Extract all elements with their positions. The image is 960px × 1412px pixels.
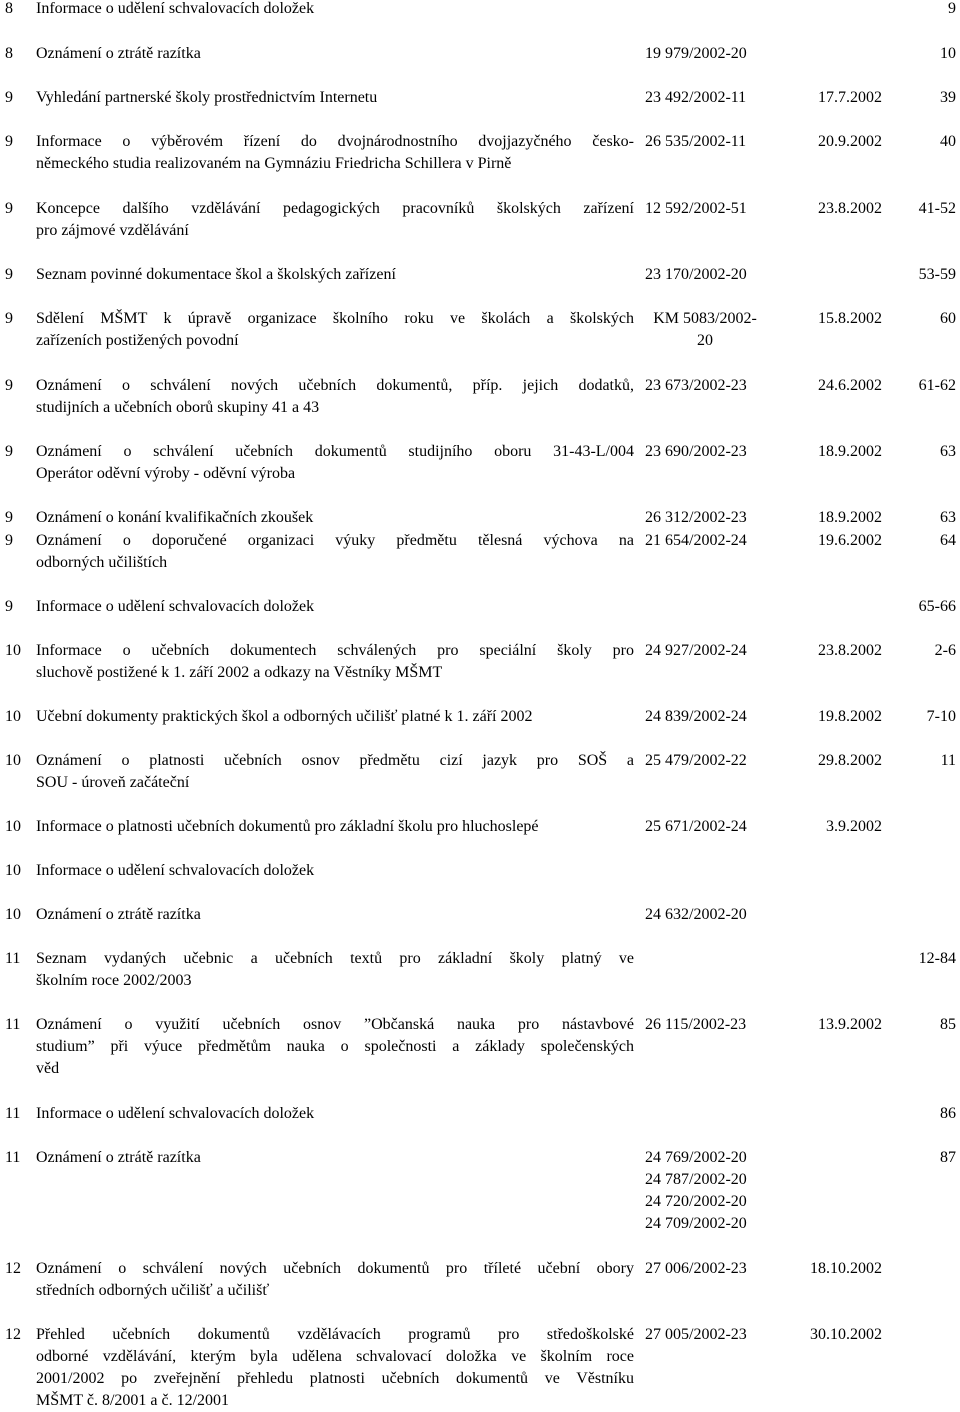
title-line: Operátor oděvní výroby - oděvní výroba xyxy=(36,465,296,482)
title-line: Koncepce dalšího vzdělávání pedagogických pracovníků školských zařízení xyxy=(36,200,634,217)
title-line: SOU - úroveň začáteční xyxy=(36,774,190,791)
title-line: Informace o udělení schvalovacích doložek xyxy=(36,598,315,615)
reference-number xyxy=(645,308,765,352)
title-line: Informace o platnosti učebních dokumentů pro základní školu pro hluchoslepé xyxy=(36,818,539,835)
reference-line: 25 479/2002-22 xyxy=(645,752,747,769)
title-line: německého studia realizovaném na Gymnáziu Friedricha Schillera v Pirně xyxy=(36,155,512,172)
reference-number xyxy=(645,640,785,662)
entry-date: 29.8.2002 xyxy=(818,752,882,769)
entry-title xyxy=(36,860,634,882)
title-line: odborné vzdělávání, kterým byla udělena schvalovací doložka ve školním roce xyxy=(36,1348,634,1365)
reference-line: 20 xyxy=(697,332,713,349)
reference-line: 21 654/2002-24 xyxy=(645,532,747,549)
reference-line: 23 690/2002-23 xyxy=(645,443,747,460)
title-line: Oznámení o využití učebních osnov ”Občanská nauka pro nástavbové xyxy=(36,1016,634,1033)
title-line: Informace o udělení schvalovacích doložek xyxy=(36,862,315,879)
reference-line: 26 535/2002-11 xyxy=(645,133,747,150)
title-line: věd xyxy=(36,1060,60,1077)
title-line: Sdělení MŠMT k úpravě organizace školního roku ve školách a školských xyxy=(36,310,634,327)
title-line: Informace o udělení schvalovacích doložek xyxy=(36,0,315,17)
reference-line: 12 592/2002-51 xyxy=(645,200,747,217)
entry-title xyxy=(36,198,634,242)
entry-date: 20.9.2002 xyxy=(818,133,882,150)
issue-number: 9 xyxy=(5,266,13,283)
title-line: studium” při výuce předmětům nauka o společnosti a základy společenských xyxy=(36,1038,634,1055)
title-line: Informace o výběrovém řízení do dvojnárodnostního dvojjazyčného česko- xyxy=(36,133,634,150)
reference-number xyxy=(645,706,785,728)
reference-number xyxy=(645,198,785,220)
title-line: Informace o udělení schvalovacích doložek xyxy=(36,1105,315,1122)
entry-date: 23.8.2002 xyxy=(818,200,882,217)
reference-number xyxy=(645,1324,785,1346)
title-line: Oznámení o ztrátě razítka xyxy=(36,906,201,923)
entry-date: 18.10.2002 xyxy=(810,1260,882,1277)
entry-title xyxy=(36,904,634,926)
entry-title xyxy=(36,816,634,838)
entry-title xyxy=(36,948,634,992)
reference-line: 23 170/2002-20 xyxy=(645,266,747,283)
entry-title xyxy=(36,640,634,684)
reference-line: 19 979/2002-20 xyxy=(645,45,747,62)
title-line: zařízeních postižených povodní xyxy=(36,332,239,349)
title-line: školním roce 2002/2003 xyxy=(36,972,192,989)
entry-title xyxy=(36,1147,634,1169)
page-number: 64 xyxy=(940,532,956,549)
entry-title xyxy=(36,1103,634,1125)
title-line: Oznámení o konání kvalifikačních zkoušek xyxy=(36,509,314,526)
issue-number: 11 xyxy=(5,1149,21,1166)
issue-number: 8 xyxy=(5,45,13,62)
reference-line: 26 115/2002-23 xyxy=(645,1016,747,1033)
reference-line: 24 927/2002-24 xyxy=(645,642,747,659)
entry-date: 18.9.2002 xyxy=(818,509,882,526)
reference-line: 24 632/2002-20 xyxy=(645,906,747,923)
entry-date: 3.9.2002 xyxy=(826,818,882,835)
page-number: 85 xyxy=(940,1016,956,1033)
reference-number xyxy=(645,87,785,109)
issue-number: 9 xyxy=(5,200,13,217)
entry-title xyxy=(36,1014,634,1080)
issue-number: 10 xyxy=(5,642,21,659)
title-line: Přehled učebních dokumentů vzdělávacích programů pro středoškolské xyxy=(36,1326,634,1343)
reference-line: 23 673/2002-23 xyxy=(645,377,747,394)
title-line: Seznam vydaných učebnic a učebních textů pro základní školy platný ve xyxy=(36,950,634,967)
issue-number: 10 xyxy=(5,862,21,879)
issue-number: 10 xyxy=(5,818,21,835)
page-number: 63 xyxy=(940,443,956,460)
issue-number: 12 xyxy=(5,1260,21,1277)
issue-number: 12 xyxy=(5,1326,21,1343)
issue-number: 9 xyxy=(5,509,13,526)
entry-title xyxy=(36,507,634,529)
issue-number: 9 xyxy=(5,377,13,394)
page-number: 10 xyxy=(940,45,956,62)
page-number: 63 xyxy=(940,509,956,526)
reference-line: 27 006/2002-23 xyxy=(645,1260,747,1277)
page-number: 41-52 xyxy=(918,200,956,217)
reference-line: 27 005/2002-23 xyxy=(645,1326,747,1343)
reference-number xyxy=(645,816,785,838)
reference-number xyxy=(645,264,785,286)
title-line: MŠMT č. 8/2001 a č. 12/2001 xyxy=(36,1392,230,1409)
page-number: 40 xyxy=(940,133,956,150)
issue-number: 9 xyxy=(5,532,13,549)
entry-title xyxy=(36,0,634,20)
title-line: studijních a učebních oborů skupiny 41 a 43 xyxy=(36,399,320,416)
reference-line: 24 769/2002-20 xyxy=(645,1149,747,1166)
page-number: 2-6 xyxy=(934,642,956,659)
reference-number xyxy=(645,1258,785,1280)
reference-line: KM 5083/2002- xyxy=(653,310,757,327)
issue-number: 9 xyxy=(5,443,13,460)
entry-title xyxy=(36,131,634,175)
reference-number xyxy=(645,530,785,552)
title-line: Oznámení o schválení učebních dokumentů studijního oboru 31-43-L/004 xyxy=(36,443,634,460)
entry-title xyxy=(36,750,634,794)
issue-number: 9 xyxy=(5,310,13,327)
reference-line: 24 787/2002-20 xyxy=(645,1171,747,1188)
page-number: 86 xyxy=(940,1105,956,1122)
page-number: 7-10 xyxy=(926,708,956,725)
page-number: 11 xyxy=(940,752,956,769)
issue-number: 9 xyxy=(5,598,13,615)
title-line: Informace o učebních dokumentech schválených pro speciální školy pro xyxy=(36,642,634,659)
reference-number xyxy=(645,43,785,65)
issue-number: 11 xyxy=(5,950,21,967)
reference-line: 24 720/2002-20 xyxy=(645,1193,747,1210)
title-line: Oznámení o ztrátě razítka xyxy=(36,45,201,62)
entry-date: 15.8.2002 xyxy=(818,310,882,327)
entry-date: 19.6.2002 xyxy=(818,532,882,549)
title-line: Oznámení o schválení nových učebních dokumentů pro tříleté učební obory xyxy=(36,1260,634,1277)
reference-line: 25 671/2002-24 xyxy=(645,818,747,835)
issue-number: 11 xyxy=(5,1016,21,1033)
entry-title xyxy=(36,43,634,65)
entry-title xyxy=(36,596,634,618)
page-number: 65-66 xyxy=(918,598,956,615)
issue-number: 10 xyxy=(5,906,21,923)
reference-number xyxy=(645,441,785,463)
issue-number: 10 xyxy=(5,752,21,769)
reference-number xyxy=(645,131,785,153)
page-number: 12-84 xyxy=(918,950,956,967)
page-number: 87 xyxy=(940,1149,956,1166)
reference-number xyxy=(645,904,785,926)
reference-line: 24 709/2002-20 xyxy=(645,1215,747,1232)
entry-title xyxy=(36,706,634,728)
reference-number xyxy=(645,375,785,397)
reference-number xyxy=(645,750,785,772)
entry-title xyxy=(36,1324,634,1412)
title-line: Oznámení o schválení nových učebních dokumentů, příp. jejich dodatků, xyxy=(36,377,634,394)
entry-date: 24.6.2002 xyxy=(818,377,882,394)
entry-date: 17.7.2002 xyxy=(818,89,882,106)
entry-date: 30.10.2002 xyxy=(810,1326,882,1343)
page-number: 60 xyxy=(940,310,956,327)
reference-number xyxy=(645,1014,785,1036)
entry-title xyxy=(36,308,634,352)
issue-number: 9 xyxy=(5,133,13,150)
title-line: sluchově postižené k 1. září 2002 a odkazy na Věstníky MŠMT xyxy=(36,664,443,681)
title-line: středních odborných učilišť a učilišť xyxy=(36,1282,270,1299)
issue-number: 9 xyxy=(5,89,13,106)
entry-title xyxy=(36,264,634,286)
entry-date: 23.8.2002 xyxy=(818,642,882,659)
entry-title xyxy=(36,1258,634,1302)
reference-number xyxy=(645,507,785,529)
title-line: Oznámení o platnosti učebních osnov předmětu cizí jazyk pro SOŠ a xyxy=(36,752,634,769)
title-line: Učební dokumenty praktických škol a odborných učilišť platné k 1. září 2002 xyxy=(36,708,533,725)
entry-date: 18.9.2002 xyxy=(818,443,882,460)
reference-line: 26 312/2002-23 xyxy=(645,509,747,526)
page-number: 53-59 xyxy=(918,266,956,283)
page-number: 39 xyxy=(940,89,956,106)
entry-date: 13.9.2002 xyxy=(818,1016,882,1033)
issue-number: 11 xyxy=(5,1105,21,1122)
title-line: 2001/2002 po zveřejnění přehledu platnosti učebních dokumentů ve Věstníku xyxy=(36,1370,634,1387)
title-line: Vyhledání partnerské školy prostřednictvím Internetu xyxy=(36,89,378,106)
entry-title xyxy=(36,530,634,574)
title-line: pro zájmové vzdělávání xyxy=(36,222,189,239)
entry-title xyxy=(36,441,634,485)
entry-date: 19.8.2002 xyxy=(818,708,882,725)
issue-number: 8 xyxy=(5,0,13,17)
title-line: Seznam povinné dokumentace škol a školských zařízení xyxy=(36,266,396,283)
page-number: 9 xyxy=(948,0,956,17)
reference-line: 23 492/2002-11 xyxy=(645,89,747,106)
title-line: Oznámení o ztrátě razítka xyxy=(36,1149,201,1166)
reference-number xyxy=(645,1147,785,1235)
entry-title xyxy=(36,87,634,109)
title-line: Oznámení o doporučené organizaci výuky předmětu tělesná výchova na xyxy=(36,532,634,549)
page-number: 61-62 xyxy=(918,377,956,394)
entry-title xyxy=(36,375,634,419)
reference-line: 24 839/2002-24 xyxy=(645,708,747,725)
issue-number: 10 xyxy=(5,708,21,725)
title-line: odborných učilištích xyxy=(36,554,168,571)
